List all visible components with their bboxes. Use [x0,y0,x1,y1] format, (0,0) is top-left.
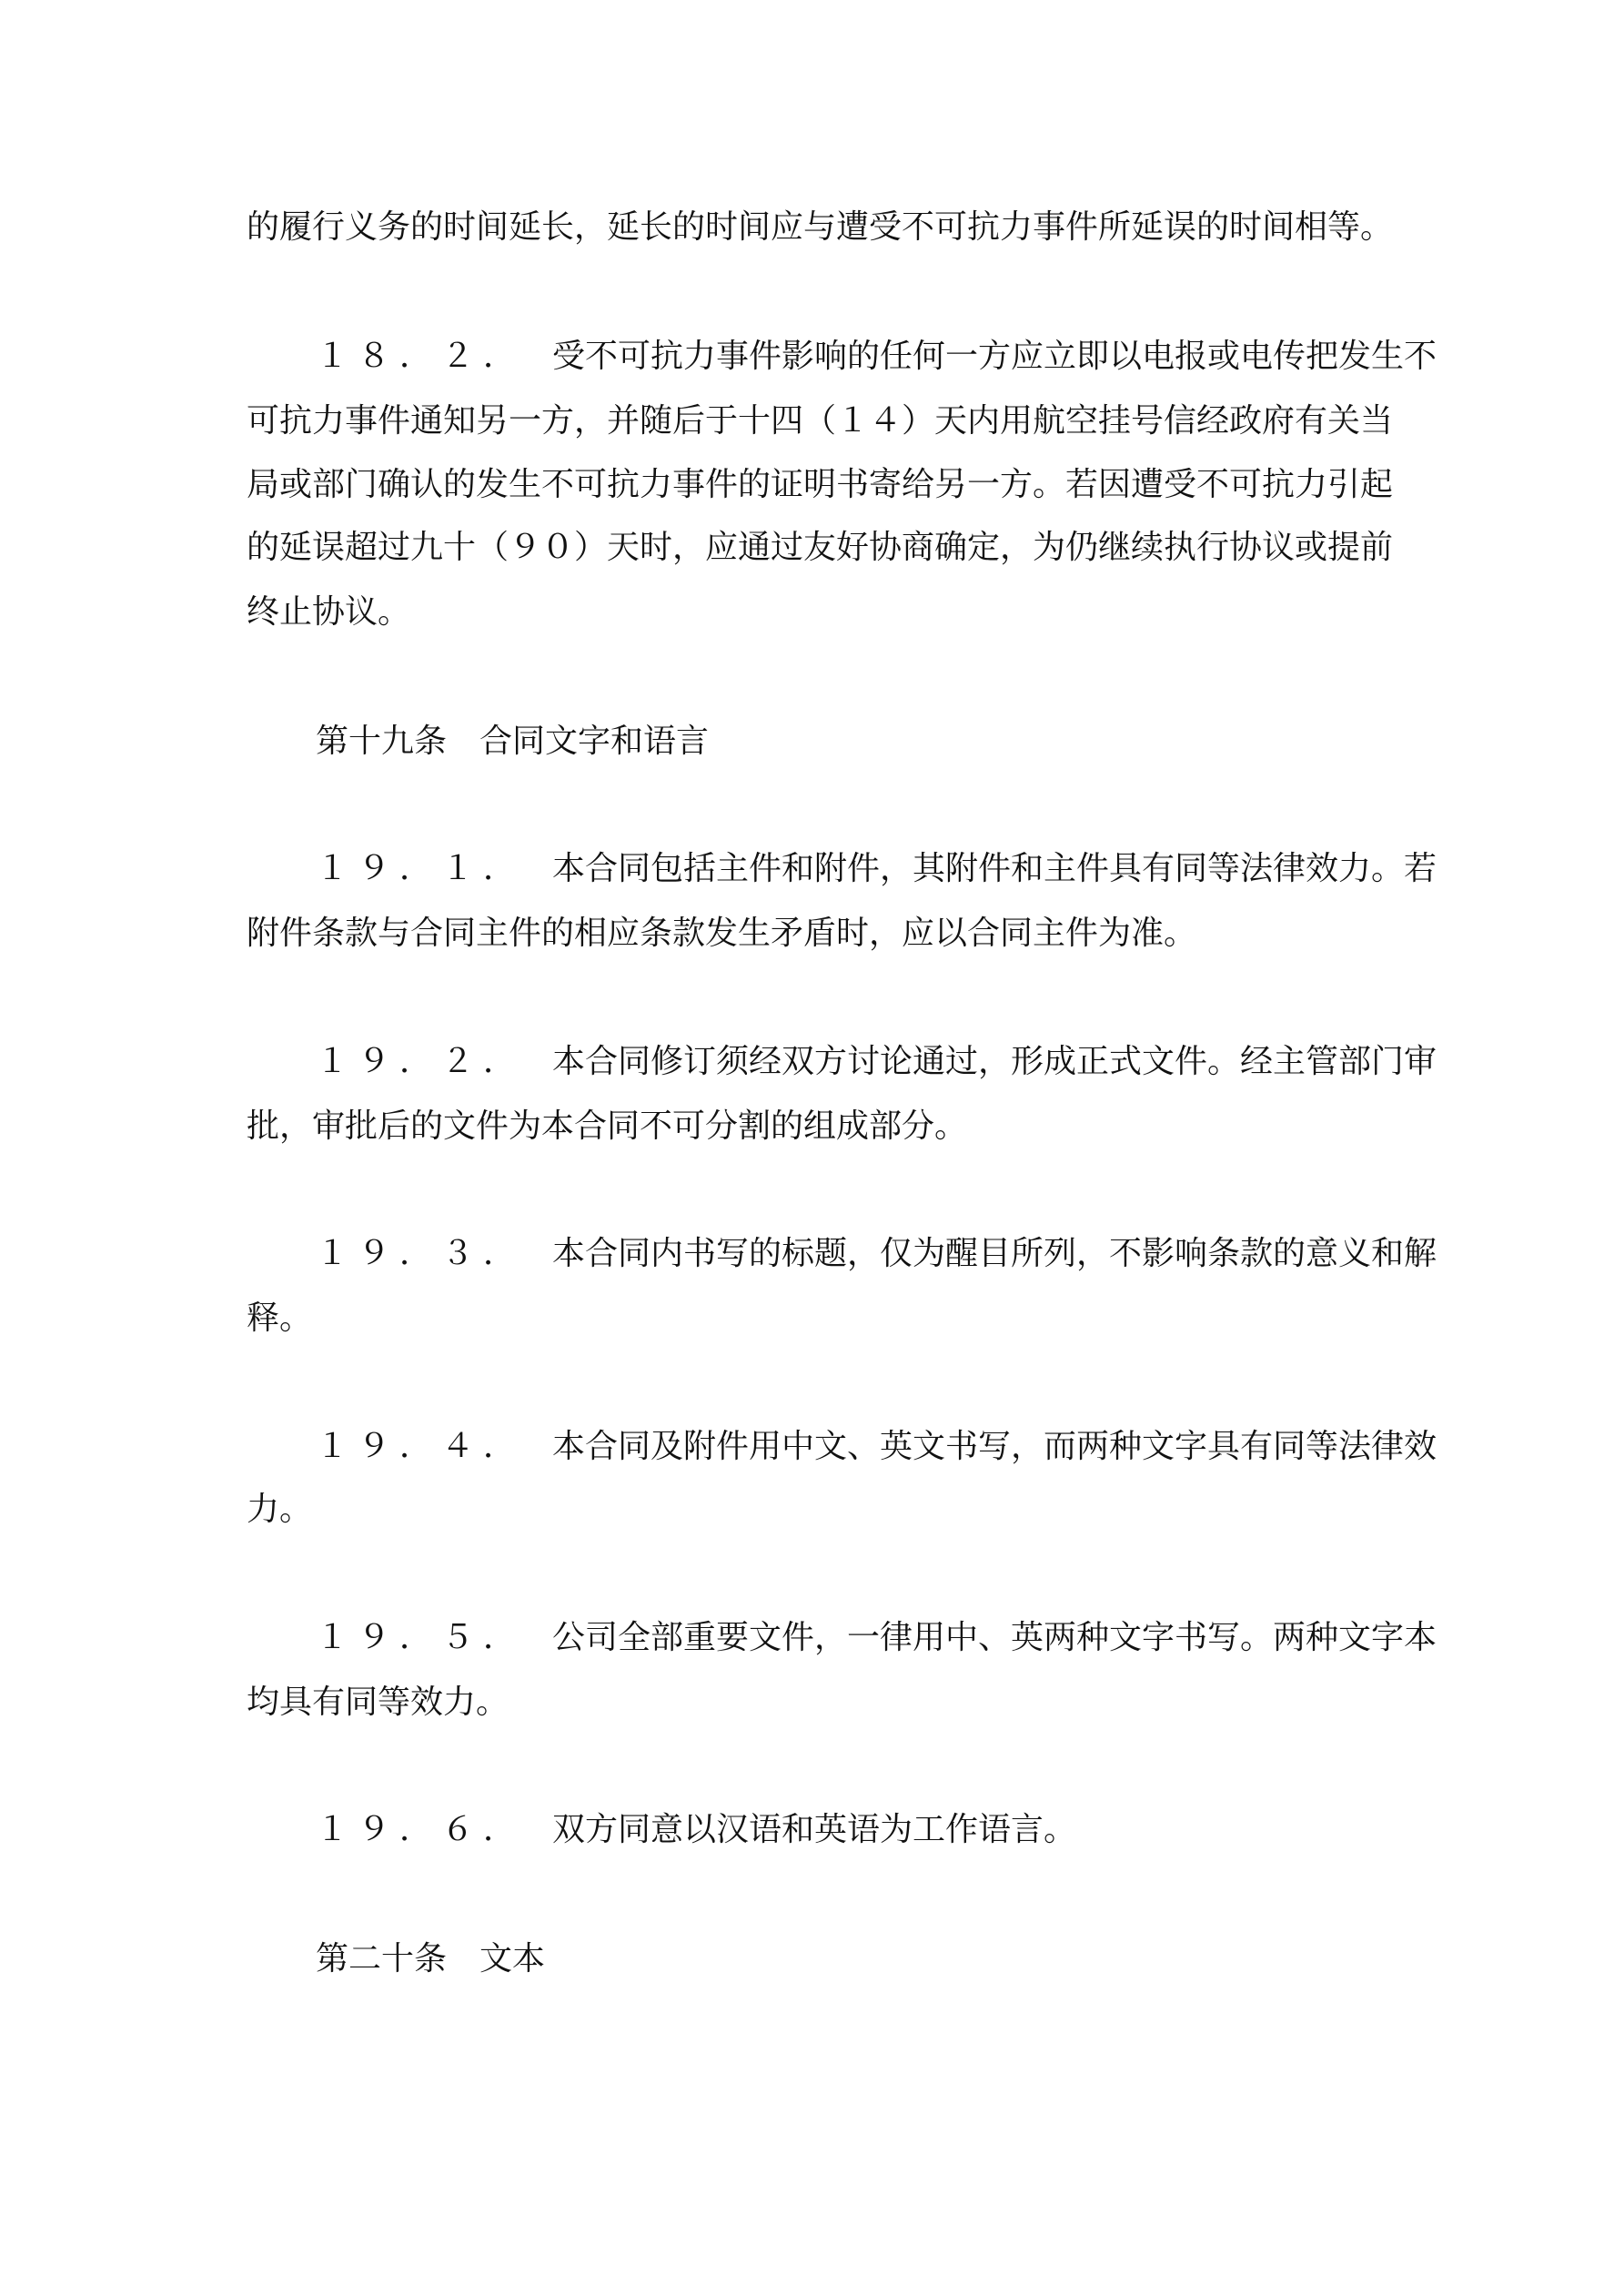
paragraph-18-1-continuation: 的履行义务的时间延长，延长的时间应与遭受不可抗力事件所延误的时间相等。 [247,208,1394,246]
clause-number: １９．２． [316,1043,526,1080]
clause-19-5-line: 均具有同等效力。 [247,1684,509,1721]
clause-text: 公司全部重要文件，一律用中、英两种文字书写。两种文字本 [552,1619,1437,1656]
clause-18-2-line: 局或部门确认的发生不可抗力事件的证明书寄给另一方。若因遭受不可抗力引起 [247,466,1394,503]
clause-19-2-line [316,1039,1437,1085]
clause-18-2-line [316,334,1437,379]
clause-19-1-line: 附件条款与合同主件的相应条款发生矛盾时，应以合同主件为准。 [247,915,1197,952]
clause-19-4-line: 力。 [247,1491,313,1528]
clause-text: 双方同意以汉语和英语为工作语言。 [552,1811,1077,1848]
clause-number: １８．２． [316,338,526,375]
article-19-heading: 第十九条 合同文字和语言 [316,723,710,760]
clause-text: 受不可抗力事件影响的任何一方应立即以电报或电传把发生不 [552,338,1437,375]
clause-19-2-line: 批，审批后的文件为本合同不可分割的组成部分。 [247,1108,968,1145]
article-20-heading: 第二十条 文本 [316,1940,546,1977]
clause-text: 本合同修订须经双方讨论通过，形成正式文件。经主管部门审 [552,1043,1437,1080]
clause-number: １９．１． [316,850,526,887]
clause-text: 本合同及附件用中文、英文书写，而两种文字具有同等法律效 [552,1428,1437,1465]
clause-19-3-line: 释。 [247,1300,313,1337]
clause-number: １９．５． [316,1619,526,1656]
clause-18-2-line: 可抗力事件通知另一方，并随后于十四（１４）天内用航空挂号信经政府有关当 [247,402,1394,440]
clause-18-2-line: 终止协议。 [247,593,411,631]
clause-19-6-line [316,1807,1380,1853]
clause-18-2-line: 的延误超过九十（９０）天时，应通过友好协商确定，为仍继续执行协议或提前 [247,529,1394,566]
clause-text: 本合同包括主件和附件，其附件和主件具有同等法律效力。若 [552,850,1437,887]
clause-number: １９．６． [316,1811,526,1848]
clause-19-4-line [316,1424,1437,1470]
clause-text: 本合同内书写的标题，仅为醒目所列，不影响条款的意义和解 [552,1235,1437,1272]
clause-number: １９．３． [316,1235,526,1272]
clause-19-3-line [316,1231,1437,1277]
clause-19-1-line [316,846,1437,892]
clause-19-5-line [316,1615,1437,1661]
clause-number: １９．４． [316,1428,526,1465]
